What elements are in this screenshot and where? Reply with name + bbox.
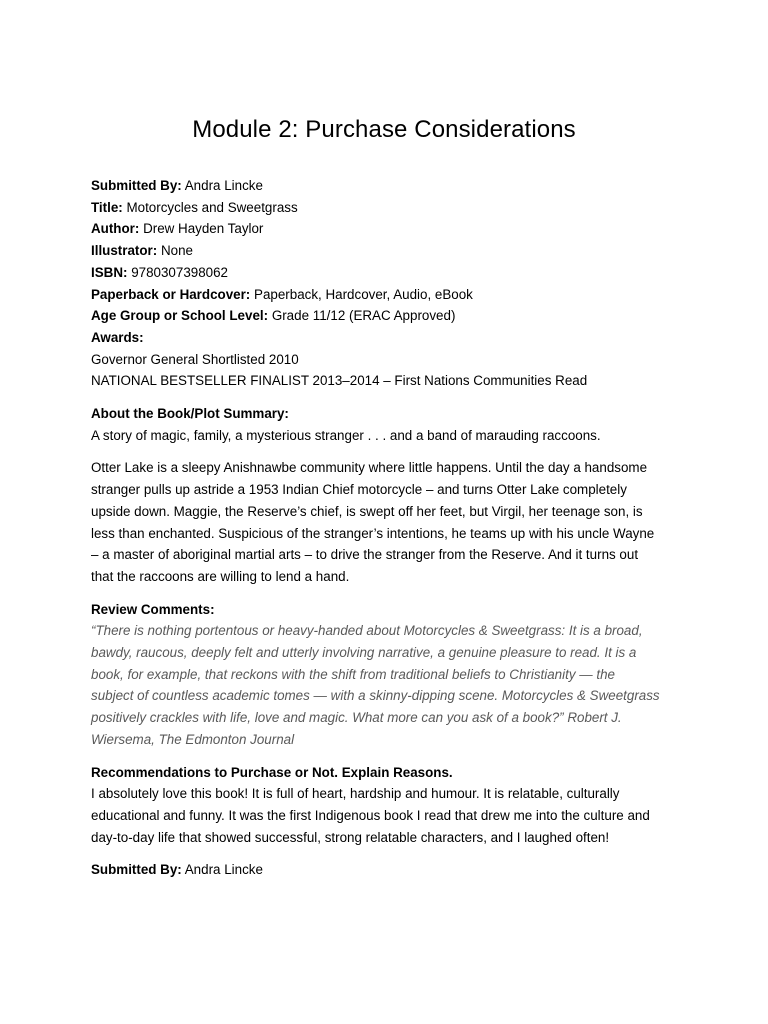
review-line: “There is nothing portentous or heavy-handed about Motorcycles & Sweetgrass: It is a broad, [91,623,643,639]
summary-line: Otter Lake is a sleepy Anishnawbe community where little happens. Until the day a handsome [91,460,648,476]
detail-author [91,218,691,240]
recommendation-line: day-to-day life that showed successful, strong relatable characters, and I laughed often! [91,829,610,845]
summary-tagline: A story of magic, family, a mysterious stranger . . . and a band of marauding raccoons. [91,427,601,443]
summary-line: stranger pulls up astride a 1953 Indian Chief motorcycle – and turns Otter Lake completely [91,482,627,498]
detail-label: ISBN: [91,264,128,280]
footer-value: Andra Lincke [184,862,263,878]
detail-label: Age Group or School Level: [91,308,269,324]
review-heading: Review Comments: [91,601,215,617]
recommendation-paragraph [91,783,691,848]
detail-isbn [91,262,691,284]
detail-format [91,284,691,306]
award-item: NATIONAL BESTSELLER FINALIST 2013–2014 – First Nations Communities Read [91,373,588,389]
review-line: subject of countless academic tomes — with a skinny-dipping scene. Motorcycles & Sweetgrass [91,688,660,704]
award-item: Governor General Shortlisted 2010 [91,351,299,367]
detail-value: None [160,243,193,259]
footer-submitted-by [91,859,691,881]
detail-label: Illustrator: [91,243,158,259]
detail-value: Motorcycles and Sweetgrass [126,199,298,215]
summary-line: upside down. Maggie, the Reserve’s chief, is swept off her feet, but Virgil, her teenage son, is [91,503,643,519]
detail-value: Grade 11/12 (ERAC Approved) [271,308,456,324]
summary-paragraph [91,457,691,587]
detail-value: 9780307398062 [131,264,229,280]
detail-value: Andra Lincke [184,178,263,193]
page-title: Module 2: Purchase Considerations [192,116,576,143]
summary-line: – a master of aboriginal martial arts – to drive the stranger from the Reserve. And it turns out [91,547,639,563]
review-quote [91,620,691,750]
detail-illustrator [91,240,691,262]
review-line: positively crackles with life, love and magic. What more can you ask of a book?” Robert J. [91,710,622,726]
detail-value: Drew Hayden Taylor [143,221,264,237]
review-line: Wiersema, The Edmonton Journal [91,731,295,747]
detail-submitted-by [91,175,691,197]
recommendation-line: educational and funny. It was the first Indigenous book I read that drew me into the culture and [91,807,650,823]
detail-title [91,197,691,219]
summary-heading: About the Book/Plot Summary: [91,406,289,422]
recommendation-line: I absolutely love this book! It is full of heart, hardship and humour. It is relatable, culturally [91,786,620,802]
detail-label: Author: [91,221,140,237]
review-line: bawdy, raucous, deeply felt and utterly involving narrative, a genuine pleasure to read. It is a [91,645,637,661]
recommendation-heading: Recommendations to Purchase or Not. Explain Reasons. [91,764,453,780]
summary-line: that the raccoons are willing to lend a hand. [91,568,350,584]
detail-value: Paperback, Hardcover, Audio, eBook [254,286,473,302]
detail-label: Submitted By: [91,178,182,193]
document-body [91,175,691,881]
detail-age-group [91,305,691,327]
detail-label: Title: [91,199,123,215]
footer-label: Submitted By: [91,862,182,878]
detail-label: Paperback or Hardcover: [91,286,251,302]
awards-heading: Awards: [91,329,144,345]
review-line: book, for example, that reckons with the shift from traditional beliefs to Christianity — the [91,666,615,682]
summary-line: less than enchanted. Suspicious of the stranger’s intentions, he teams up with his uncle Wayne [91,525,655,541]
